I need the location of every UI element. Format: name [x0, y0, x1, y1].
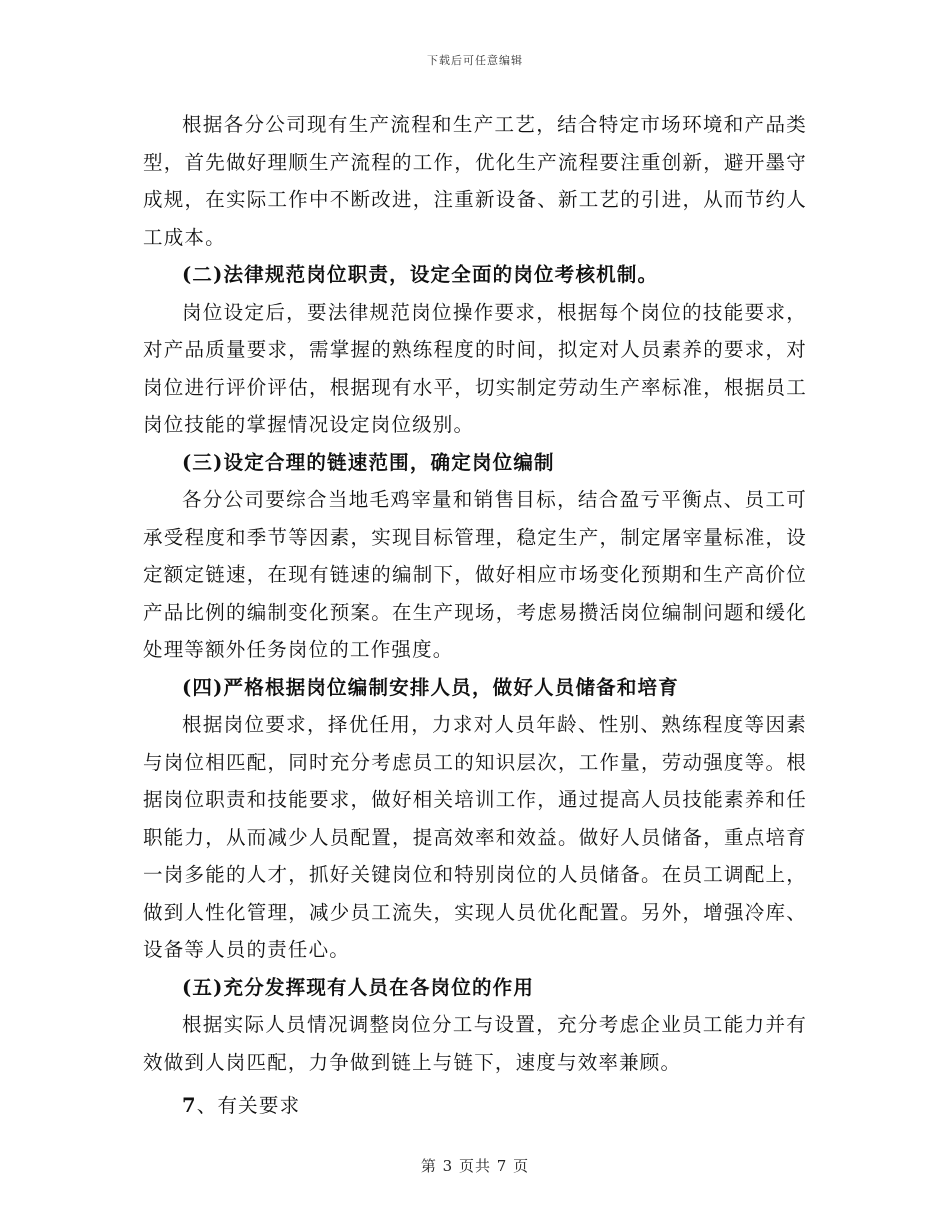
section-heading-3: (三)设定合理的链速范围，确定岗位编制 — [182, 450, 555, 474]
paragraph-chain-speed: 各分公司要综合当地毛鸡宰量和销售目标，结合盈亏平衡点、员工可承受程度和季节等因素，实现目标管理，稳定生产，制定屠宰量标准，设定额定链速，在现有链速的编制下，做好相应市场变化预期和生产高价位产品比例的编制变化预案。在生产现场，考虑易攒活岗位编制问题和缓化处理等额外任务岗位的工作强度。 — [143, 488, 807, 661]
paragraph-staff-reserve: 根据岗位要求，择优任用，力求对人员年龄、性别、熟练程度等因素与岗位相匹配，同时充分考虑员工的知识层次，工作量，劳动强度等。根据岗位职责和技能要求，做好相关培训工作，通过提高人员技能素养和任职能力，从而减少人员配置，提高效率和效益。做好人员储备，重点培育一岗多能的人才，抓好关键岗位和特别岗位的人员储备。在员工调配上，做到人性化管理，减少员工流失，实现人员优化配置。另外，增强冷库、设备等人员的责任心。 — [143, 713, 807, 961]
section-heading-2: (二)法律规范岗位职责，设定全面的岗位考核机制。 — [182, 263, 659, 286]
page-content — [143, 106, 807, 1125]
item-7-heading — [143, 1087, 807, 1125]
paragraph-post-duties: 岗位设定后，要法律规范岗位操作要求，根据每个岗位的技能要求，对产品质量要求，需掌握的熟练程度的时间，拟定对人员素养的要求，对岗位进行评价评估，根据现有水平，切实制定劳动生产率标准，根据员工岗位技能的掌握情况设定岗位级别。 — [143, 300, 807, 436]
section-heading-5: (五)充分发挥现有人员在各岗位的作用 — [182, 975, 535, 999]
section-heading-4: (四)严格根据岗位编制安排人员，做好人员储备和培育 — [182, 675, 679, 699]
page-footer: 第 3 页共 7 页 — [420, 1157, 530, 1175]
paragraph-staff-role: 根据实际人员情况调整岗位分工与设置，充分考虑企业员工能力并有效做到人岗匹配，力争做到链上与链下，速度与效率兼顾。 — [143, 1013, 807, 1074]
paragraph-production-process: 根据各分公司现有生产流程和生产工艺，结合特定市场环境和产品类型，首先做好理顺生产流程的工作，优化生产流程要注重创新，避开墨守成规，在实际工作中不断改进，注重新设备、新工艺的引进，从而节约人工成本。 — [143, 113, 807, 249]
item-7-number: 7 — [182, 1094, 197, 1117]
page-header: 下载后可任意编辑 — [427, 54, 523, 67]
item-7-text: 、有关要求 — [196, 1094, 301, 1117]
